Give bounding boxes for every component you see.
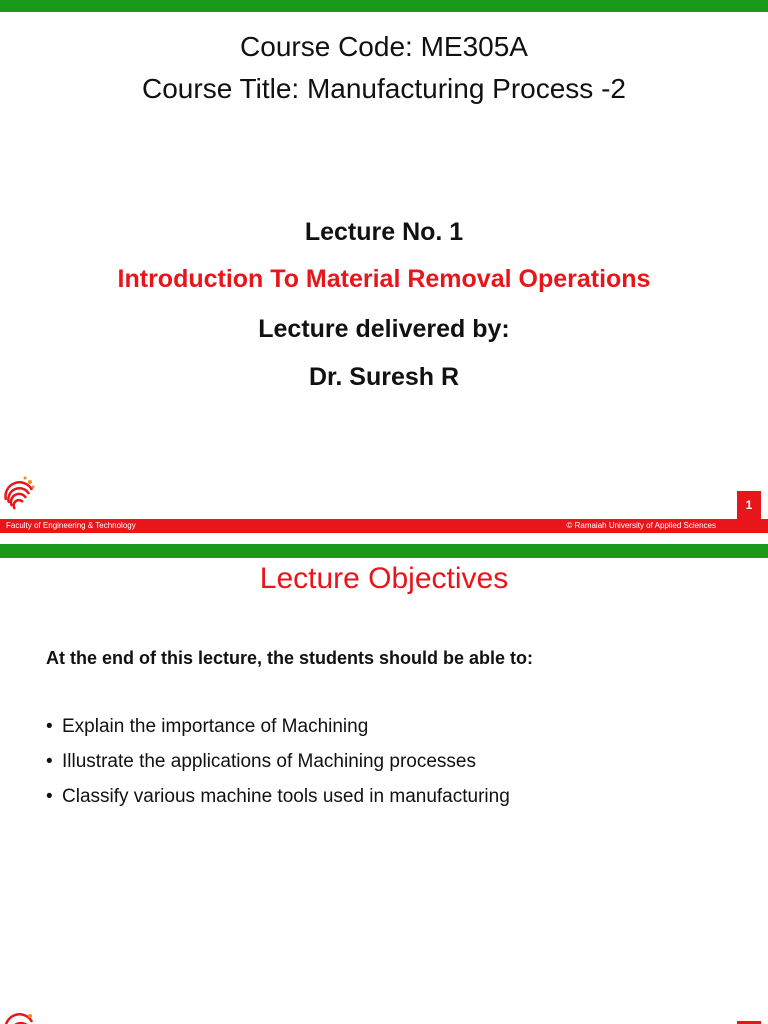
lecturer-name: Dr. Suresh R	[308, 363, 460, 391]
list-item	[46, 784, 510, 819]
bullet-icon: •	[46, 786, 53, 807]
objective-text: Illustrate the applications of Machining processes	[62, 751, 477, 772]
bullet-icon: •	[46, 716, 53, 737]
objective-text: Explain the importance of Machining	[62, 716, 369, 737]
slide-title: Lecture Objectives	[259, 562, 509, 595]
lecture-number: Lecture No. 1	[304, 218, 464, 246]
objective-text: Classify various machine tools used in manufacturing	[62, 786, 510, 807]
list-item	[46, 749, 510, 784]
objectives-list	[46, 714, 510, 819]
objectives-intro: At the end of this lecture, the students should be able to:	[46, 648, 534, 668]
lecture-topic: Introduction To Material Removal Operations	[117, 265, 651, 293]
top-green-bar	[0, 0, 768, 12]
footer-bar	[0, 519, 768, 533]
footer-faculty: Faculty of Engineering & Technology	[6, 521, 136, 530]
university-logo-icon	[2, 470, 36, 516]
delivered-by-label: Lecture delivered by:	[258, 315, 510, 343]
footer-copyright: © Ramaiah University of Applied Sciences	[566, 521, 716, 530]
list-item	[46, 714, 510, 749]
bullet-icon: •	[46, 751, 53, 772]
slide-2	[0, 544, 768, 1024]
page-number: 1	[737, 491, 761, 519]
course-code: Course Code: ME305A	[240, 31, 528, 62]
course-title: Course Title: Manufacturing Process -2	[142, 73, 626, 104]
top-green-bar	[0, 544, 768, 558]
university-logo-icon	[2, 1012, 36, 1024]
